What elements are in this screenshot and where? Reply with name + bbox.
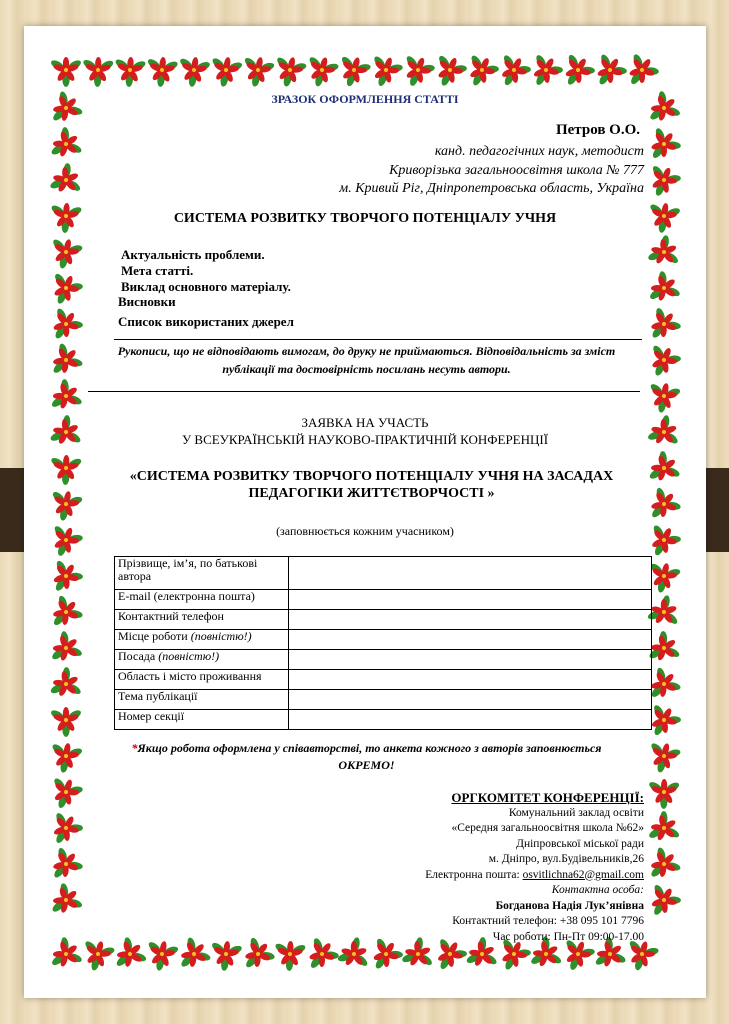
- form-label: Контактний телефон: [115, 610, 289, 630]
- application-form-table: [114, 556, 652, 730]
- section-relevance: Актуальність проблеми.: [121, 247, 265, 262]
- form-label: Місце роботи (повністю!): [115, 630, 289, 650]
- section-conclusions: Висновки: [118, 294, 176, 309]
- sample-title: ЗРАЗОК ОФОРМЛЕННЯ СТАТТІ: [271, 92, 459, 106]
- form-label: E-mail (електронна пошта): [115, 590, 289, 610]
- table-row: [115, 557, 652, 590]
- org-line: Дніпровської міської ради: [516, 837, 644, 850]
- contact-phone: Контактний телефон: +38 095 101 7796: [452, 915, 644, 927]
- section-goal: Мета статті.: [121, 263, 194, 278]
- form-label: Область і місто проживання: [115, 670, 289, 690]
- conference-title: «СИСТЕМА РОЗВИТКУ ТВОРЧОГО ПОТЕНЦІАЛУ УЧНЯ НА ЗАСАДАХ ПЕДАГОГІКИ ЖИТТЄТВОРЧОСТІ »: [129, 469, 614, 501]
- working-hours: Час роботи: Пн-Пт 09:00-17.00: [492, 930, 644, 943]
- organizing-committee: [425, 790, 644, 945]
- org-line: Комунальний заклад освіти: [508, 806, 644, 819]
- form-label: Посада (повністю!): [115, 650, 289, 670]
- form-value-cell[interactable]: [289, 690, 652, 710]
- org-address: м. Дніпро, вул.Будівельників,26: [488, 853, 644, 865]
- table-row: [115, 670, 652, 690]
- requirements-notice: Рукописи, що не відповідають вимогам, до друку не приймаються. Відповідальність за зміст публікації та достовірність посилань несуть автори.: [117, 344, 616, 376]
- form-label: Номер секції: [115, 710, 289, 730]
- org-line: «Середня загальноосвітня школа №62»: [451, 822, 644, 834]
- application-title-line2: У ВСЕУКРАЇНСЬКІЙ НАУКОВО-ПРАКТИЧНІЙ КОНФЕРЕНЦІЇ: [181, 432, 549, 447]
- form-value-cell[interactable]: [289, 630, 652, 650]
- contact-label: Контактна особа:: [551, 884, 644, 896]
- table-row: [115, 630, 652, 650]
- table-row: [115, 610, 652, 630]
- org-email-line: Електронна пошта: osvitlichna62@gmail.com: [425, 868, 644, 881]
- document-page: [24, 26, 706, 998]
- form-label: Прізвище, ім’я, по батькові автора: [115, 557, 289, 590]
- fill-note: (заповнюється кожним учасником): [276, 524, 454, 538]
- section-main: Виклад основного матеріалу.: [121, 279, 291, 294]
- author-city: м. Кривий Ріг, Дніпропетровська область, Україна: [339, 181, 644, 196]
- coauthor-note: [104, 740, 629, 774]
- table-row: [115, 710, 652, 730]
- form-value-cell[interactable]: [289, 710, 652, 730]
- contact-name: Богданова Надія Лук’янівна: [495, 899, 644, 912]
- section-divider: [88, 391, 640, 392]
- form-value-cell[interactable]: [289, 670, 652, 690]
- document-content: [24, 26, 706, 998]
- asterisk-mark: *: [131, 741, 138, 755]
- form-value-cell[interactable]: [289, 610, 652, 630]
- author-school: Криворізька загальноосвітня школа № 777: [389, 163, 644, 178]
- email-link[interactable]: osvitlichna62@gmail.com: [522, 868, 644, 881]
- form-value-cell[interactable]: [289, 557, 652, 590]
- article-title: СИСТЕМА РОЗВИТКУ ТВОРЧОГО ПОТЕНЦІАЛУ УЧНЯ: [173, 211, 557, 226]
- table-row: [115, 650, 652, 670]
- application-title: [24, 414, 706, 448]
- form-value-cell[interactable]: [289, 590, 652, 610]
- table-row: [115, 690, 652, 710]
- author-name: Петров О.О.: [555, 122, 640, 138]
- author-degree: канд. педагогічних наук, методист: [434, 144, 644, 159]
- notice-rule: [114, 339, 642, 340]
- coauthor-note-text: Якщо робота оформлена у співавторстві, то анкета кожного з авторів заповнюється ОКРЕМО!: [137, 741, 602, 772]
- org-heading: ОРГКОМІТЕТ КОНФЕРЕНЦІЇ:: [451, 790, 644, 805]
- table-row: [115, 590, 652, 610]
- section-references: Список використаних джерел: [118, 314, 294, 329]
- form-label: Тема публікації: [115, 690, 289, 710]
- application-title-line1: ЗАЯВКА НА УЧАСТЬ: [301, 415, 429, 430]
- form-value-cell[interactable]: [289, 650, 652, 670]
